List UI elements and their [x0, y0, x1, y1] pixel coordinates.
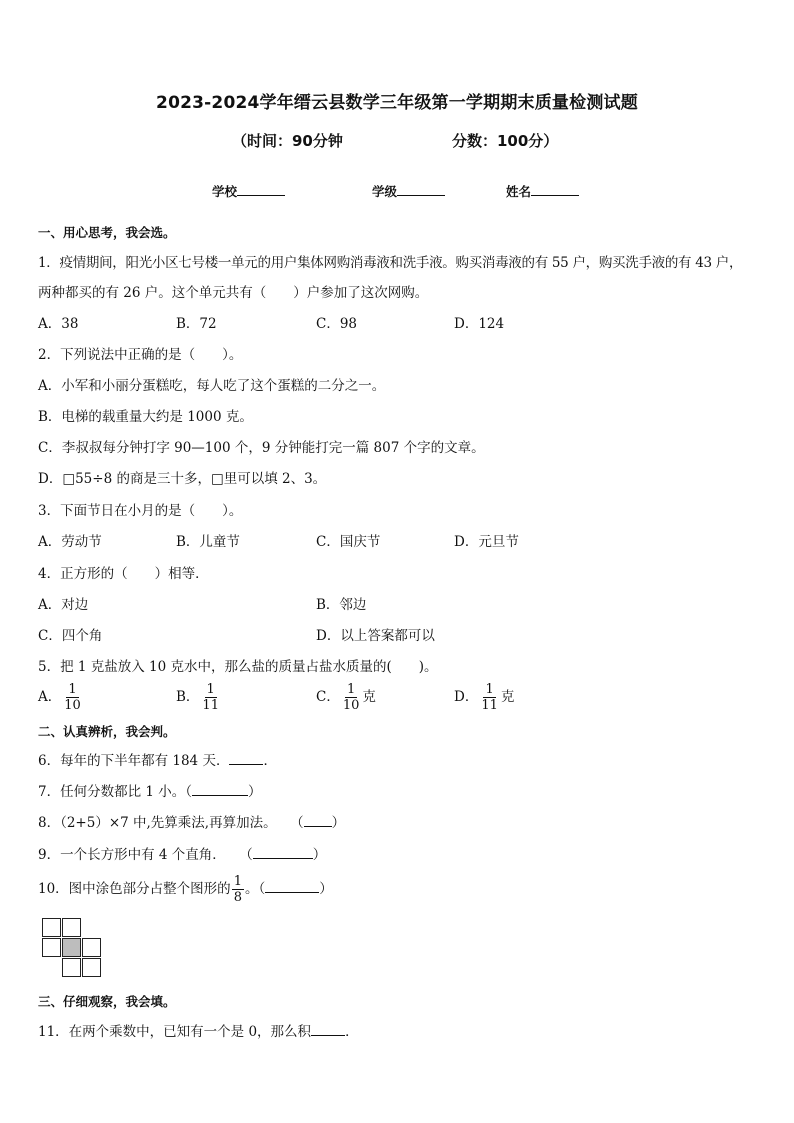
- q5-option-d-letter: D．: [454, 689, 479, 705]
- fraction-numerator: 1: [346, 682, 356, 697]
- q6: [38, 749, 277, 769]
- school-field: [212, 182, 285, 200]
- class-label: 学级: [372, 184, 398, 199]
- q6-answer-blank[interactable]: [229, 752, 263, 765]
- q4-option-a: A．对边: [38, 597, 89, 613]
- q5-option-a: [38, 682, 84, 713]
- q8-answer-blank[interactable]: [304, 814, 332, 827]
- q11-period: ．: [345, 1024, 359, 1040]
- q6-text: 6．每年的下半年都有 184 天．: [38, 753, 230, 769]
- q10-fraction: [232, 874, 244, 905]
- q11-answer-blank[interactable]: [311, 1023, 345, 1036]
- q2-option-b: B．电梯的载重量大约是 1000 克。: [38, 409, 253, 425]
- q7-answer-blank[interactable]: [192, 783, 248, 796]
- q5-option-b-fraction: [200, 682, 221, 713]
- q5-option-b: [176, 682, 222, 713]
- section-heading-1: 一、用心思考，我会选。: [38, 225, 176, 240]
- grid-cell: [42, 918, 61, 937]
- q7: [38, 780, 262, 800]
- fraction-numerator: 1: [233, 874, 242, 889]
- q6-period: ．: [263, 753, 277, 769]
- q5-option-a-fraction: [62, 682, 83, 713]
- fraction-denominator: 10: [64, 698, 81, 713]
- q5-option-c-letter: C．: [316, 689, 340, 705]
- q3-option-d: D．元旦节: [454, 534, 519, 550]
- q8: [38, 811, 345, 831]
- name-field: [506, 182, 579, 200]
- q5-option-b-letter: B．: [176, 689, 200, 705]
- fraction-denominator: 11: [202, 698, 219, 713]
- class-blank: [397, 183, 445, 196]
- q10-close: ）: [319, 881, 333, 897]
- q5-option-d-fraction: [479, 682, 500, 713]
- q10-text-end: 。（: [244, 881, 266, 897]
- q9-text: 9．一个长方形中有 4 个直角． （: [38, 847, 253, 863]
- q7-text: 7．任何分数都比 1 小。（: [38, 784, 193, 800]
- q5-option-a-letter: A．: [38, 689, 62, 705]
- grid-cell-shaded: [62, 938, 81, 957]
- q3-option-a: A．劳动节: [38, 534, 102, 550]
- q8-close: ）: [331, 815, 346, 831]
- q3-option-b: B．儿童节: [176, 534, 240, 550]
- q11: [38, 1020, 359, 1040]
- q5-option-d: [454, 682, 514, 713]
- school-blank: [237, 183, 285, 196]
- school-label: 学校: [212, 184, 238, 199]
- q2-option-c: C．李叔叔每分钟打字 90—100 个，9 分钟能打完一篇 807 个字的文章。: [38, 440, 485, 456]
- q11-text: 11．在两个乘数中，已知有一个是 0，那么积: [38, 1024, 312, 1040]
- name-blank: [531, 183, 579, 196]
- section-heading-3: 三、仔细观察，我会填。: [38, 994, 176, 1009]
- page-title: 2023-2024学年缙云县数学三年级第一学期期末质量检测试题: [156, 93, 638, 113]
- q1-option-b: B．72: [176, 316, 217, 332]
- q10-text: 10．图中涂色部分占整个图形的: [38, 881, 231, 897]
- q5-option-c-fraction: [341, 682, 362, 713]
- grid-cell: [82, 958, 101, 977]
- section-heading-2: 二、认真辨析，我会判。: [38, 724, 176, 739]
- fraction-numerator: 1: [68, 682, 77, 697]
- q4-option-b: B．邻边: [316, 597, 367, 613]
- q1-option-d: D．124: [454, 316, 505, 332]
- q10-answer-blank[interactable]: [265, 880, 319, 893]
- q9: [38, 843, 326, 863]
- q1-stem-line1: 1．疫情期间，阳光小区七号楼一单元的用户集体网购消毒液和洗手液。购买消毒液的有 55 户，购买洗手液的有 43 户，: [38, 255, 743, 271]
- q4-option-c: C．四个角: [38, 628, 103, 644]
- q4-stem: 4．正方形的（ ）相等．: [38, 566, 209, 582]
- q9-answer-blank[interactable]: [253, 846, 313, 859]
- q3-option-c: C．国庆节: [316, 534, 381, 550]
- exam-time: （时间：90分钟: [232, 132, 343, 150]
- q5-stem: 5．把 1 克盐放入 10 克水中，那么盐的质量占盐水质量的( )。: [38, 659, 438, 675]
- fraction-denominator: 11: [481, 698, 498, 713]
- q1-stem-line2: 两种都买的有 26 户。这个单元共有（ ）户参加了这次网购。: [38, 285, 429, 301]
- q9-close: ）: [312, 847, 327, 863]
- exam-score: 分数：100分）: [452, 132, 559, 150]
- q1-option-c: C．98: [316, 316, 358, 332]
- fraction-numerator: 1: [485, 682, 494, 697]
- q10-grid-figure: [42, 918, 102, 980]
- q2-option-a: A．小军和小丽分蛋糕吃，每人吃了这个蛋糕的二分之一。: [38, 378, 386, 394]
- q3-stem: 3．下面节日在小月的是（ ）。: [38, 503, 243, 519]
- q4-option-d: D．以上答案都可以: [316, 628, 435, 644]
- q8-text: 8．（2+5）×7 中,先算乘法,再算加法。 （: [38, 815, 304, 831]
- q10: [38, 874, 333, 905]
- fraction-denominator: 8: [233, 890, 242, 905]
- q5-option-d-unit: 克: [500, 689, 515, 705]
- grid-cell: [62, 918, 81, 937]
- grid-cell: [82, 938, 101, 957]
- fraction-numerator: 1: [206, 682, 215, 697]
- q5-option-c-unit: 克: [362, 689, 376, 705]
- class-field: [372, 182, 445, 200]
- grid-cell: [42, 938, 61, 957]
- q2-stem: 2．下列说法中正确的是（ ）。: [38, 347, 243, 363]
- grid-cell: [62, 958, 81, 977]
- name-label: 姓名: [506, 184, 532, 199]
- q1-option-a: A．38: [38, 316, 79, 332]
- fraction-denominator: 10: [342, 698, 360, 713]
- q7-close: ）: [248, 784, 262, 800]
- q2-option-d: D．□55÷8 的商是三十多，□里可以填 2、3。: [38, 471, 327, 487]
- q5-option-c: [316, 682, 376, 713]
